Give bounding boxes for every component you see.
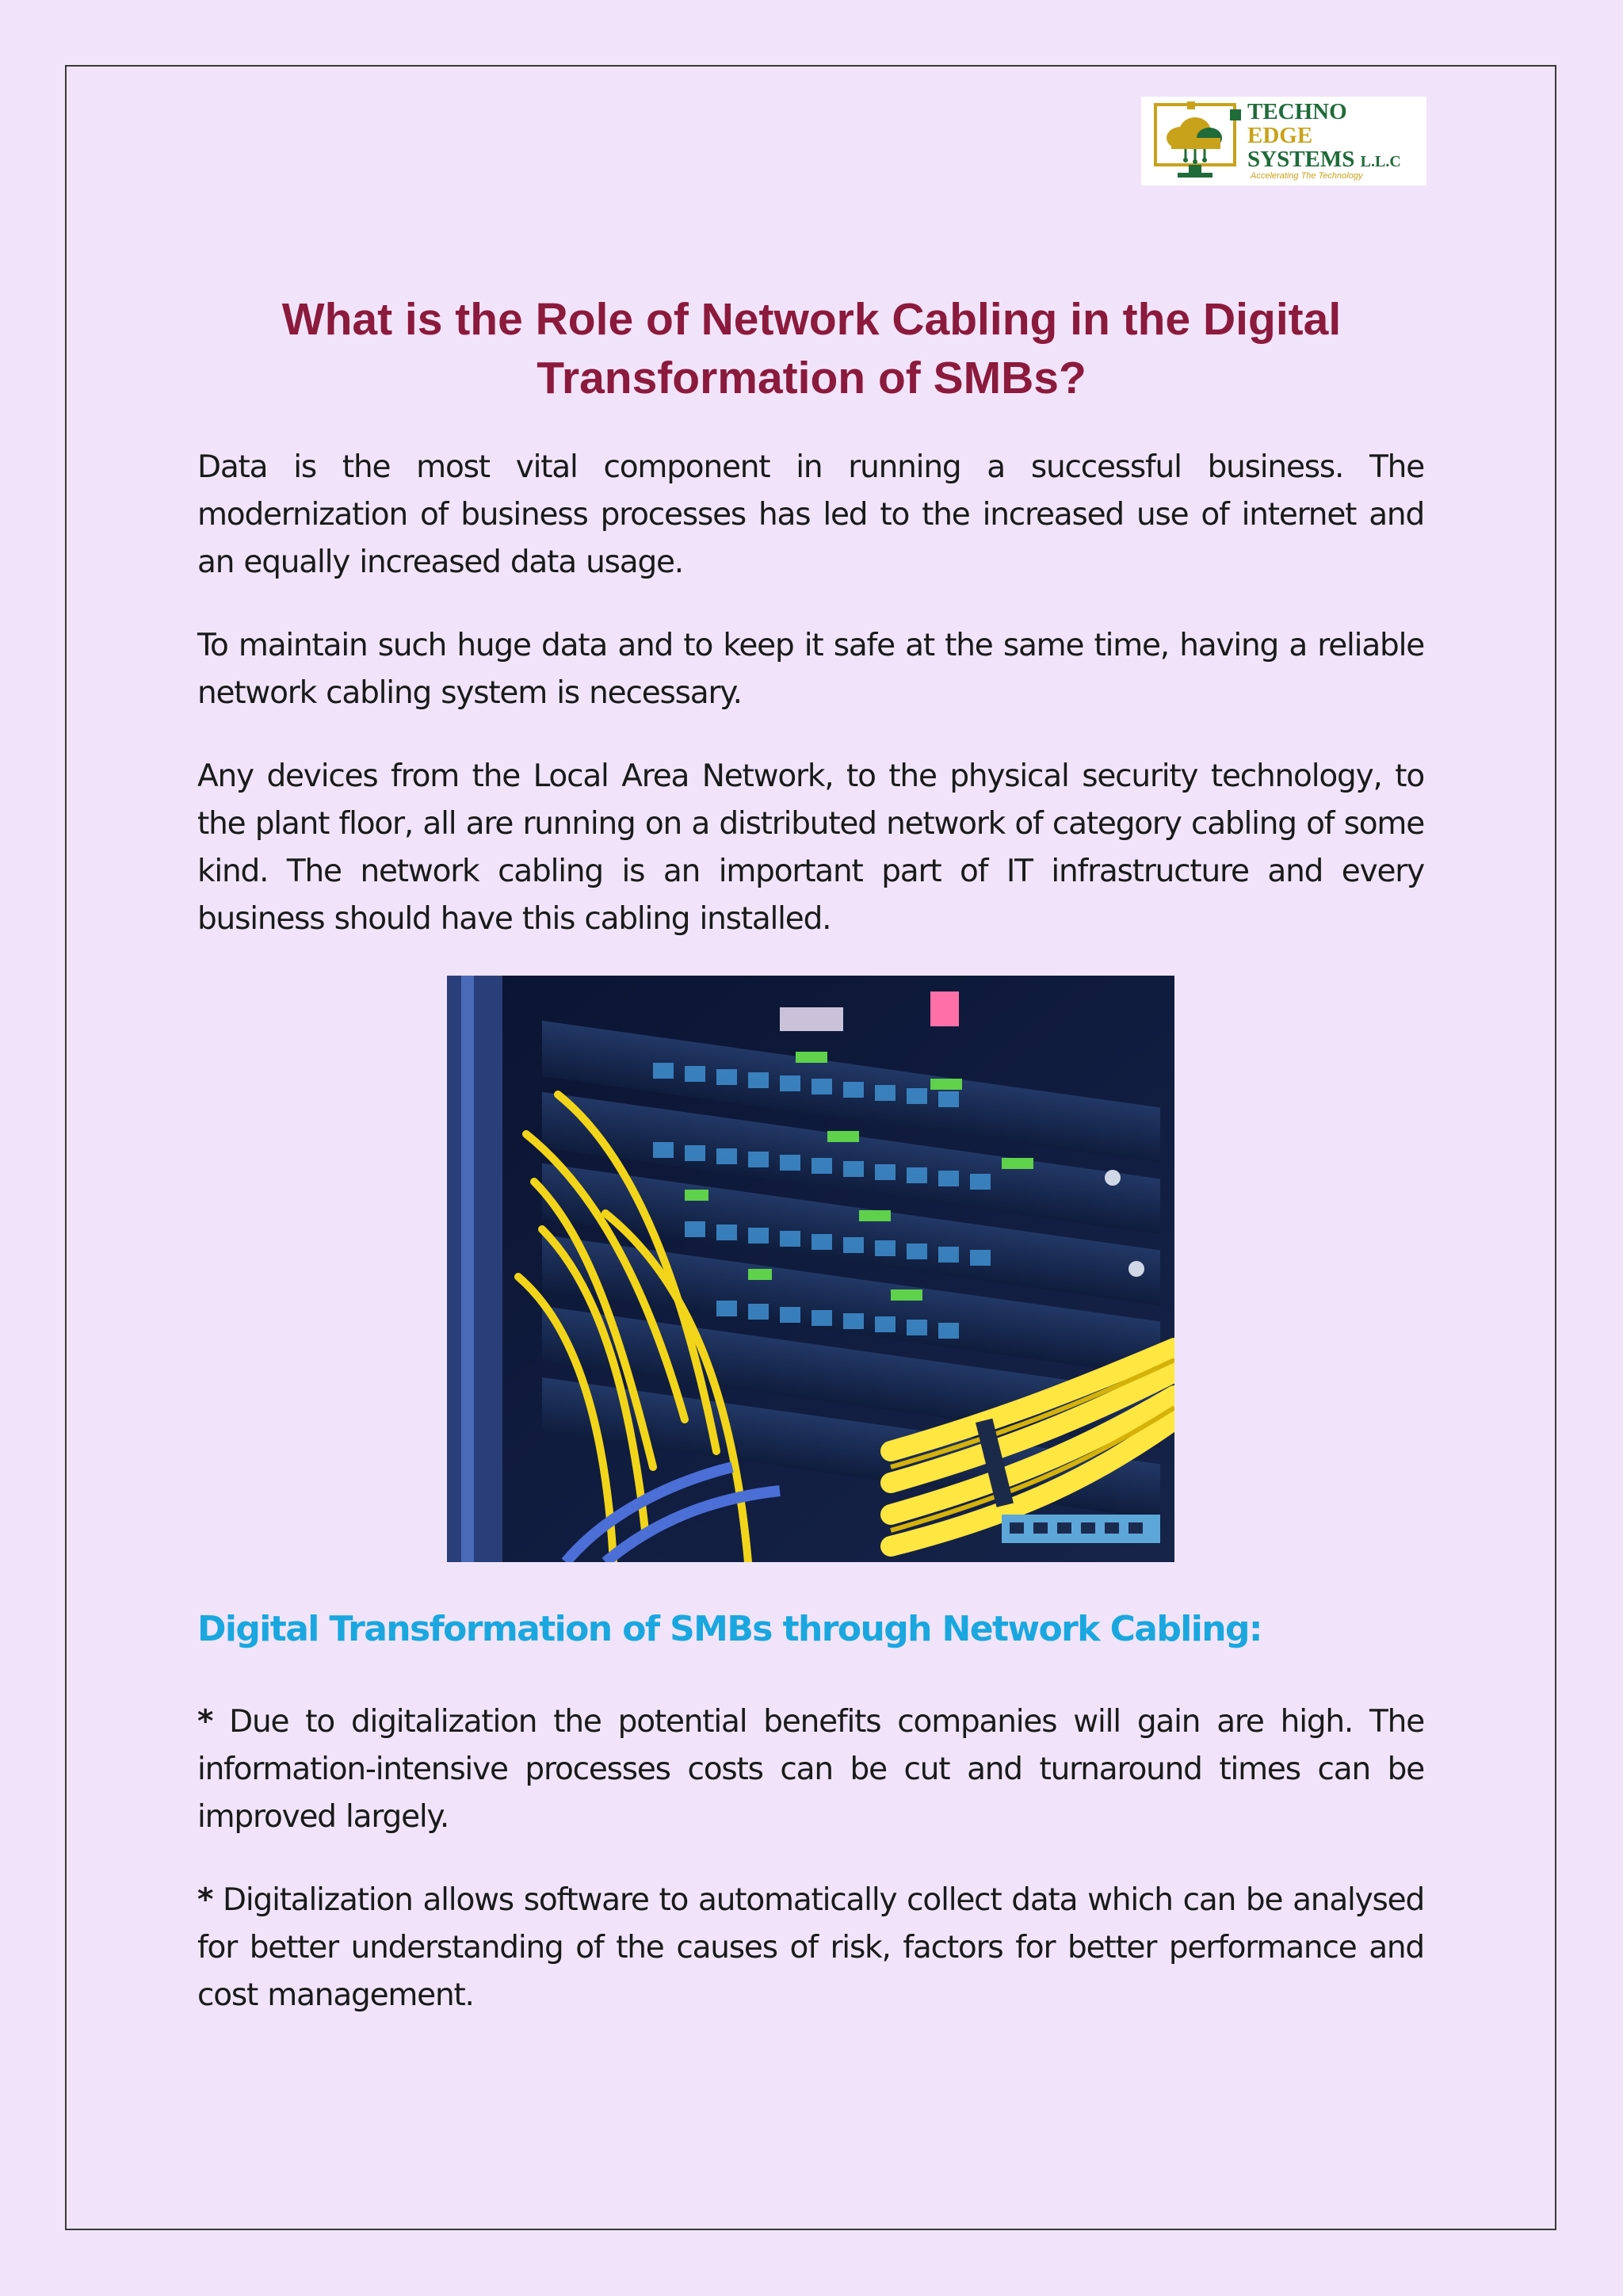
company-logo (1141, 97, 1426, 185)
bullet-item-benefits (197, 1698, 1424, 1841)
bullet-text: Digitalization allows software to automatically collect data which can be analysed for better understanding of the causes of risk, factors for better performance and cost management. (197, 1882, 1425, 2013)
paragraph-reliable-cabling: To maintain such huge data and to keep it safe at the same time, having a reliable network cabling system is necessary. (197, 628, 1424, 711)
network-rack-photo (447, 976, 1174, 1562)
bullet-marker: * (197, 1704, 213, 1740)
page-title: What is the Role of Network Cabling in the Digital Transformation of SMBs? (281, 294, 1342, 403)
logo-suffix: L.L.C (1360, 153, 1401, 170)
network-rack-illustration (447, 976, 1174, 1562)
section-heading: Digital Transformation of SMBs through Network Cabling: (197, 1609, 1262, 1649)
bullet-marker: * (197, 1882, 213, 1918)
paragraph-data-importance: Data is the most vital component in running a successful business. The modernization of business processes has led to the increased use of internet and an equally increased data usage. (197, 449, 1424, 580)
logo-wordmark: TECHNO EDGE SYSTEMS L.L.C (1247, 99, 1401, 172)
paragraph-devices: Any devices from the Local Area Network, to the physical security technology, to the plant floor, all are running on a distributed network of category cabling of some kind. The network cabling is an important part of IT infrastructure and every business should have this cabling installed. (197, 758, 1424, 937)
bullet-text: Due to digitalization the potential benefits companies will gain are high. The information-intensive processes costs can be cut and turnaround times can be improved largely. (197, 1704, 1424, 1835)
bullet-item-data-collection (197, 1877, 1424, 2019)
logo-tagline: Accelerating The Technology (1251, 171, 1363, 181)
logo-cloud-monitor-icon (1148, 101, 1243, 181)
logo-systems: SYSTEMS (1247, 147, 1355, 172)
